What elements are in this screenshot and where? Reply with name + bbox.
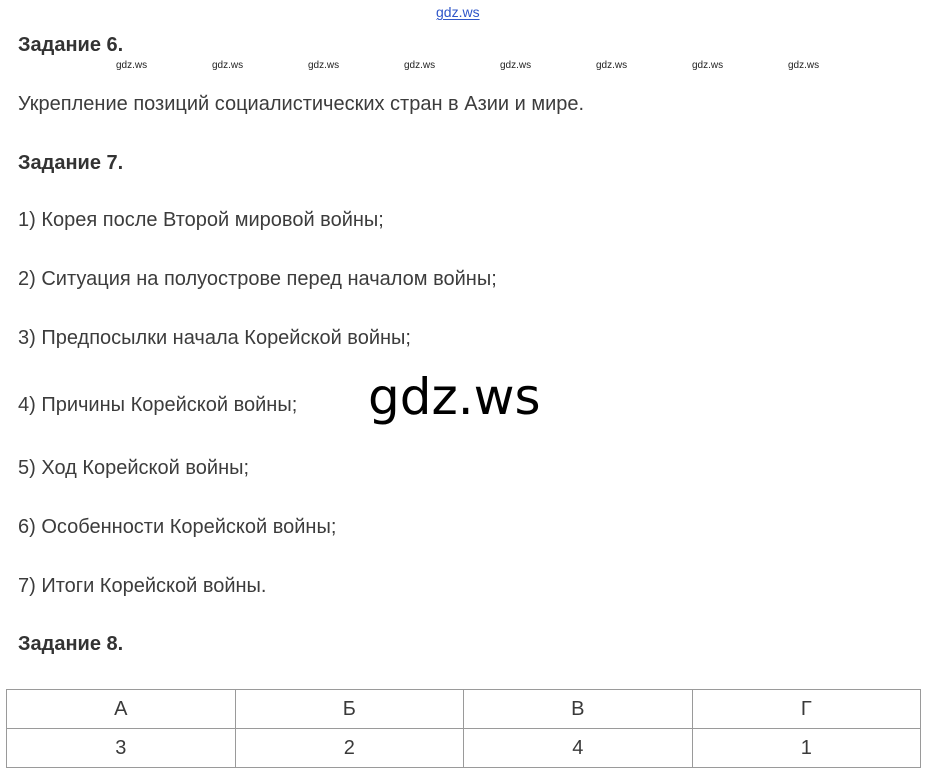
watermark-small: gdz.ws [788, 60, 820, 71]
table-header-row [7, 690, 921, 729]
watermark-big: gdz.ws [368, 368, 541, 426]
watermark-small: gdz.ws [500, 60, 532, 71]
plan-item: 2) Ситуация на полуострове перед началом войны; [18, 268, 497, 290]
task-7-title: Задание 7. [18, 152, 124, 174]
table-header-cell: А [7, 690, 236, 729]
table-header-cell: Б [235, 690, 464, 729]
task-6-title: Задание 6. [18, 34, 124, 56]
task-8-title: Задание 8. [18, 633, 124, 655]
table-cell: 4 [464, 729, 693, 768]
watermark-row [0, 60, 928, 74]
table-cell: 2 [235, 729, 464, 768]
plan-item: 1) Корея после Второй мировой войны; [18, 209, 384, 231]
watermark-small: gdz.ws [212, 60, 244, 71]
answer-table [6, 689, 921, 768]
table-header-cell: В [464, 690, 693, 729]
plan-item: 7) Итоги Корейской войны. [18, 575, 267, 597]
watermark-small: gdz.ws [404, 60, 436, 71]
plan-item: 6) Особенности Корейской войны; [18, 516, 337, 538]
table-cell: 1 [692, 729, 921, 768]
plan-item: 3) Предпосылки начала Корейской войны; [18, 327, 411, 349]
plan-item: 4) Причины Корейской войны; [18, 394, 298, 416]
watermark-link[interactable]: gdz.ws [436, 4, 480, 20]
watermark-small: gdz.ws [596, 60, 628, 71]
plan-item: 5) Ход Корейской войны; [18, 457, 250, 479]
watermark-small: gdz.ws [692, 60, 724, 71]
table-row [7, 729, 921, 768]
table-cell: 3 [7, 729, 236, 768]
watermark-small: gdz.ws [116, 60, 148, 71]
task-6-answer: Укрепление позиций социалистических стран в Азии и мире. [18, 93, 585, 115]
watermark-small: gdz.ws [308, 60, 340, 71]
table-header-cell: Г [692, 690, 921, 729]
